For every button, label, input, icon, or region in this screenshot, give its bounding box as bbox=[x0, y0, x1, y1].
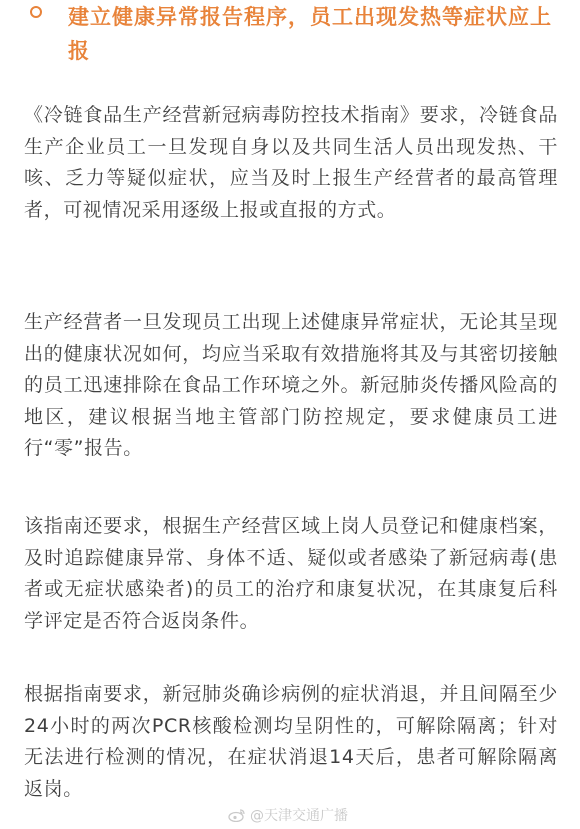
section-heading bbox=[30, 0, 560, 68]
paragraph-1: 《冷链食品生产经营新冠病毒防控技术指南》要求，冷链食品生产企业员工一旦发现自身以及共同生活人员出现发热、干咳、乏力等疑似症状，应当及时上报生产经营者的最高管理者，可视情况采用逐级上报或直报的方式。 bbox=[24, 104, 558, 221]
heading-text: 建立健康异常报告程序，员工出现发热等症状应上报 bbox=[68, 5, 552, 63]
circle-bullet-icon bbox=[30, 6, 42, 18]
weibo-icon bbox=[228, 808, 246, 822]
paragraph-2: 生产经营者一旦发现员工出现上述健康异常症状，无论其呈现出的健康状况如何，均应当采取有效措施将其及与其密切接触的员工迅速排除在食品工作环境之外。新冠肺炎传播风险高的地区，建议根据当地主管部门防控规定，要求健康员工进行“零”报告。 bbox=[24, 311, 558, 459]
watermark-text: @天津交通广播 bbox=[250, 808, 348, 824]
watermark bbox=[228, 805, 348, 825]
paragraph-4: 根据指南要求，新冠肺炎确诊病例的症状消退，并且间隔至少24小时的两次PCR核酸检测均呈阴性的，可解除隔离；针对无法进行检测的情况，在症状消退14天后，患者可解除隔离返岗。 bbox=[24, 683, 558, 800]
paragraph-3: 该指南还要求，根据生产经营区域上岗人员登记和健康档案，及时追踪健康异常、身体不适、疑似或者感染了新冠病毒(患者或无症状感染者)的员工的治疗和康复状况，在其康复后科学评定是否符合返岗条件。 bbox=[24, 515, 558, 632]
